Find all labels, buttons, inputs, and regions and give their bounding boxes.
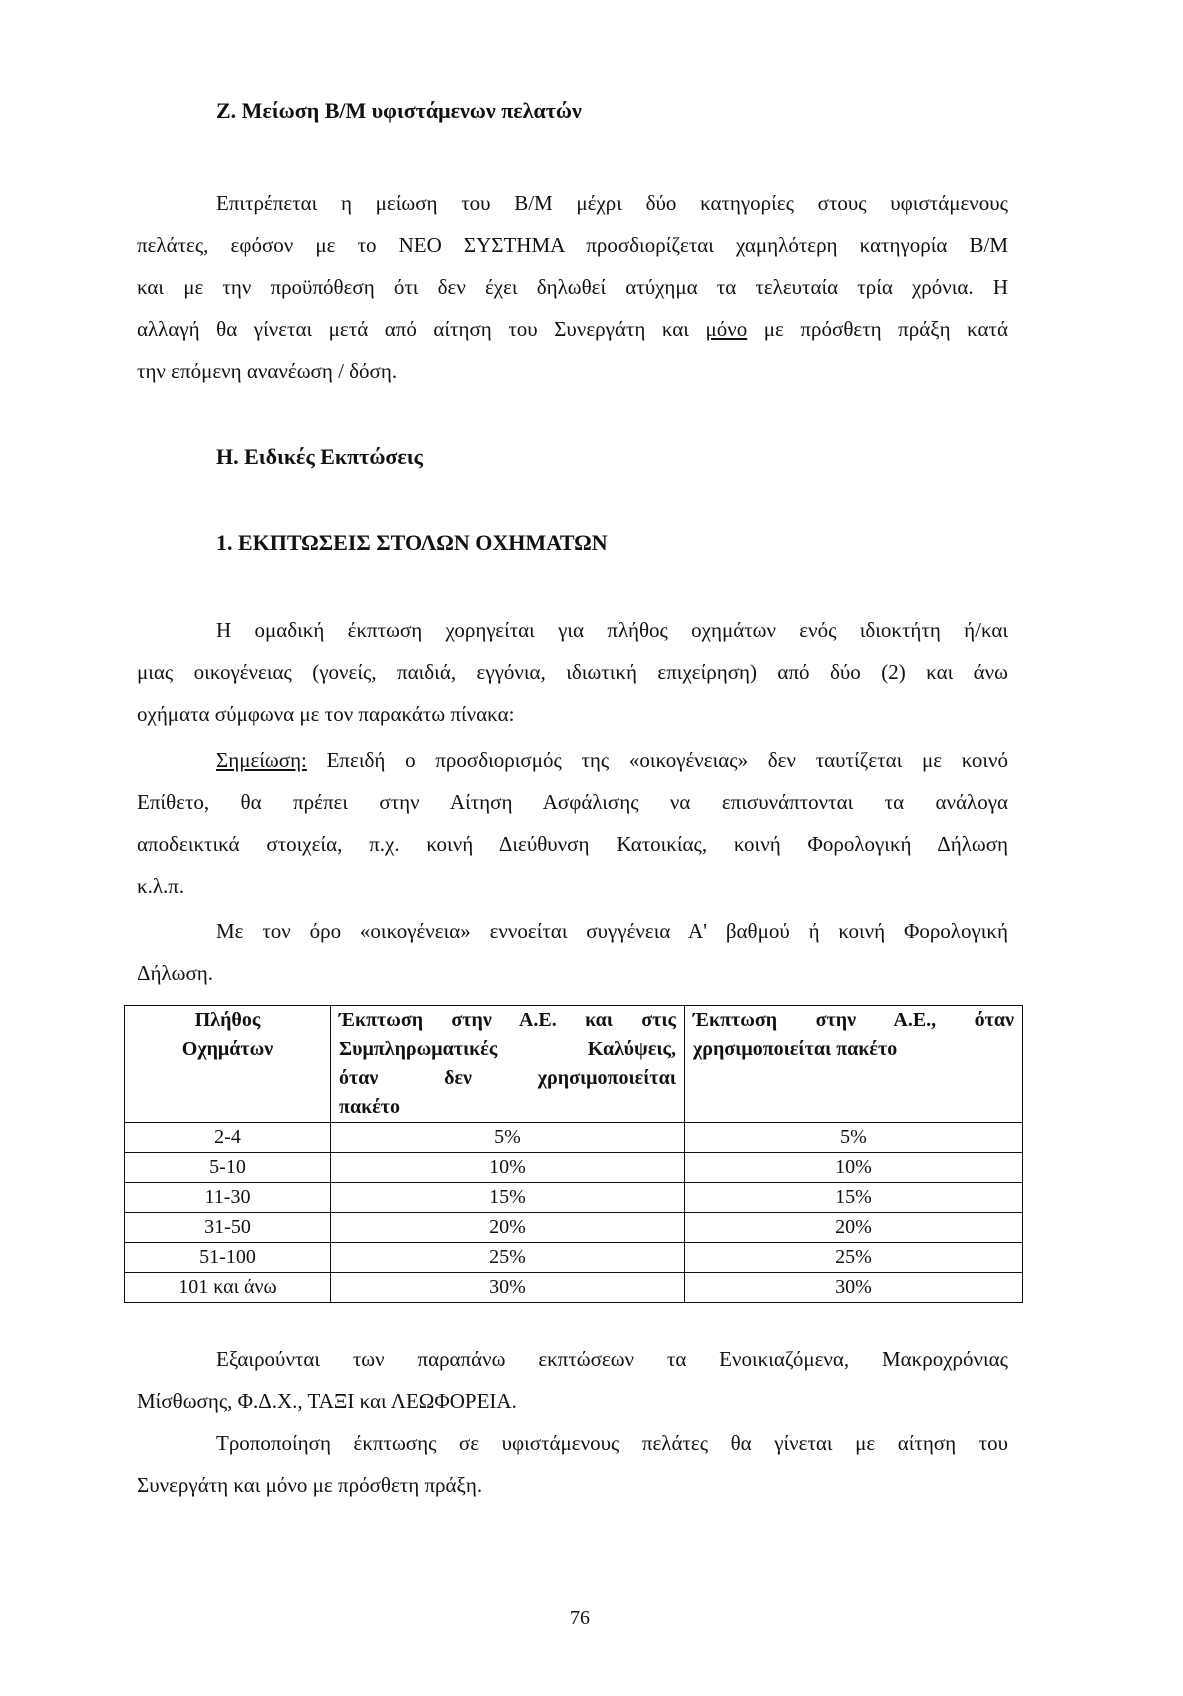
header-vehicle-count xyxy=(125,1006,331,1123)
closing-paragraphs xyxy=(137,1338,1008,1506)
family-paragraph xyxy=(137,910,1008,994)
text-line: Εξαιρούνται των παραπάνω εκπτώσεων τα Ενοικιαζόμενα, Μακροχρόνιας xyxy=(216,1347,1008,1371)
text-line: Επιτρέπεται η μείωση του Β/Μ μέχρι δύο κατηγορίες στους υφιστάμενους xyxy=(216,191,1008,215)
table-row xyxy=(125,1213,1023,1243)
text-line: Δήλωση. xyxy=(137,961,214,985)
cell-vehicle-count: 101 και άνω xyxy=(125,1273,331,1303)
text-line xyxy=(137,739,1008,781)
page-number: 76 xyxy=(570,1607,590,1629)
note-label: Σημείωση: xyxy=(216,748,307,772)
table-row xyxy=(125,1183,1023,1213)
text-line: Με τον όρο «οικογένεια» εννοείται συγγένεια Α' βαθμού ή κοινή Φορολογική xyxy=(216,919,1008,943)
cell-vehicle-count: 31-50 xyxy=(125,1213,331,1243)
header-line: πακέτο xyxy=(339,1096,400,1118)
header-line: Πλήθος xyxy=(194,1009,261,1031)
header-discount-package xyxy=(685,1006,1023,1123)
note-paragraph xyxy=(137,739,1008,907)
cell-vehicle-count: 2-4 xyxy=(125,1123,331,1153)
intro-paragraph xyxy=(137,609,1008,735)
table-row xyxy=(125,1123,1023,1153)
cell-discount-package: 30% xyxy=(685,1273,1023,1303)
table-row xyxy=(125,1273,1023,1303)
text-line: Συνεργάτη και μόνο με πρόσθετη πράξη. xyxy=(137,1473,483,1497)
section-z-paragraph xyxy=(137,182,1008,392)
discount-table xyxy=(124,1005,1023,1303)
underlined-word: μόνο xyxy=(705,317,748,341)
cell-vehicle-count: 51-100 xyxy=(125,1243,331,1273)
text-line xyxy=(137,308,1008,350)
text-line: Η ομαδική έκπτωση χορηγείται για πλήθος οχημάτων ενός ιδιοκτήτη ή/και xyxy=(216,618,1008,642)
subsection-heading: 1. ΕΚΠΤΩΣΕΙΣ ΣΤΟΛΩΝ ΟΧΗΜΑΤΩΝ xyxy=(216,530,608,555)
text-line: Τροποποίηση έκπτωσης σε υφιστάμενους πελάτες θα γίνεται με αίτηση του xyxy=(216,1431,1008,1455)
table-row xyxy=(125,1243,1023,1273)
text-line: πελάτες, εφόσον με το ΝΕΟ ΣΥΣΤΗΜΑ προσδιορίζεται χαμηλότερη κατηγορία Β/Μ xyxy=(137,233,1008,257)
cell-discount-no-package: 10% xyxy=(331,1153,685,1183)
text-line: και με την προϋπόθεση ότι δεν έχει δηλωθεί ατύχημα τα τελευταία τρία χρόνια. Η xyxy=(137,275,1008,299)
header-line: Οχημάτων xyxy=(181,1038,274,1060)
table-header-row xyxy=(125,1006,1023,1123)
header-line: Συμπληρωματικές Καλύψεις, xyxy=(339,1038,676,1060)
cell-discount-package: 25% xyxy=(685,1243,1023,1273)
table-row xyxy=(125,1153,1023,1183)
header-line: όταν δεν χρησιμοποιείται xyxy=(339,1067,676,1089)
cell-discount-no-package: 15% xyxy=(331,1183,685,1213)
text-segment: Επειδή ο προσδιορισμός της «οικογένειας» δεν ταυτίζεται με κοινό xyxy=(306,748,1008,772)
header-line: Έκπτωση στην Α.Ε. και στις xyxy=(339,1009,676,1031)
cell-discount-package: 5% xyxy=(685,1123,1023,1153)
cell-discount-package: 10% xyxy=(685,1153,1023,1183)
text-line: την επόμενη ανανέωση / δόση. xyxy=(137,359,398,383)
cell-discount-no-package: 20% xyxy=(331,1213,685,1243)
cell-discount-package: 20% xyxy=(685,1213,1023,1243)
section-z-heading: Ζ. Μείωση Β/Μ υφιστάμενων πελατών xyxy=(216,98,582,123)
cell-discount-package: 15% xyxy=(685,1183,1023,1213)
text-segment: με πρόσθετη πράξη κατά xyxy=(747,317,1008,341)
header-line: Έκπτωση στην Α.Ε., όταν xyxy=(693,1009,1014,1031)
text-line: κ.λ.π. xyxy=(137,874,185,898)
section-h-heading: Η. Ειδικές Εκπτώσεις xyxy=(216,444,423,469)
header-discount-no-package xyxy=(331,1006,685,1123)
cell-discount-no-package: 5% xyxy=(331,1123,685,1153)
text-line: οχήματα σύμφωνα με τον παρακάτω πίνακα: xyxy=(137,702,515,726)
text-segment: αλλαγή θα γίνεται μετά από αίτηση του Συνεργάτη και xyxy=(137,317,706,341)
text-line: Επίθετο, θα πρέπει στην Αίτηση Ασφάλισης να επισυνάπτονται τα ανάλογα xyxy=(137,790,1008,814)
cell-discount-no-package: 30% xyxy=(331,1273,685,1303)
text-line: μιας οικογένειας (γονείς, παιδιά, εγγόνια, ιδιωτική επιχείρηση) από δύο (2) και άνω xyxy=(137,660,1008,684)
cell-discount-no-package: 25% xyxy=(331,1243,685,1273)
header-line: χρησιμοποιείται πακέτο xyxy=(693,1038,898,1060)
cell-vehicle-count: 11-30 xyxy=(125,1183,331,1213)
text-line: αποδεικτικά στοιχεία, π.χ. κοινή Διεύθυνση Κατοικίας, κοινή Φορολογική Δήλωση xyxy=(137,832,1008,856)
cell-vehicle-count: 5-10 xyxy=(125,1153,331,1183)
text-line: Μίσθωσης, Φ.Δ.Χ., ΤΑΞΙ και ΛΕΩΦΟΡΕΙΑ. xyxy=(137,1389,517,1413)
